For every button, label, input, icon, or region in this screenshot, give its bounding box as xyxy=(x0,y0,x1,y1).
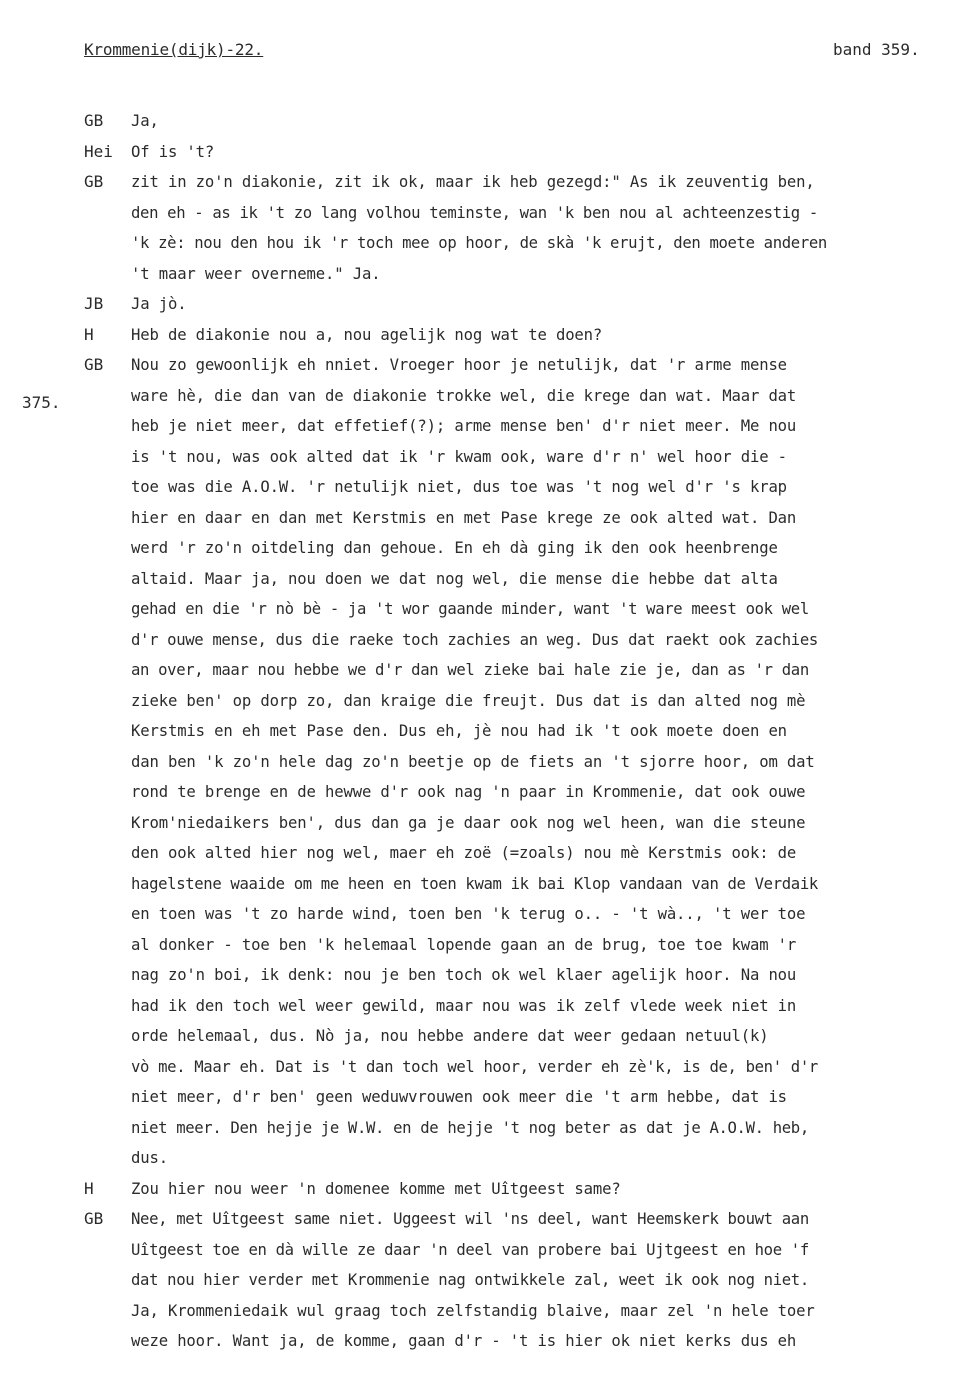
text-line: 't maar weer overneme." Ja. xyxy=(131,264,381,283)
text-line: dat nou hier verder met Krommenie nag ontwikkele zal, weet ik ook nog niet. xyxy=(131,1271,809,1289)
utterance-text xyxy=(131,106,954,137)
margin-counter-note: 375. xyxy=(22,393,61,412)
page-header-title: Krommenie(dijk)-22. xyxy=(84,40,264,59)
text-line: is 't nou, was ook alted dat ik 'r kwam ook, ware d'r n' wel hoor die - xyxy=(131,447,787,466)
text-line: heb je niet meer, dat effetief(?); arme mense ben' d'r niet meer. Me nou xyxy=(131,417,797,435)
speaker-label: H xyxy=(84,1178,94,1198)
text-line: werd 'r zo'n oitdeling dan gehoue. En eh dà ging ik den ook heenbrenge xyxy=(131,539,778,557)
text-line: Nou zo gewoonlijk eh nniet. Vroeger hoor je netulijk, dat 'r arme mense xyxy=(131,356,787,374)
text-line: Ja jò. xyxy=(131,295,187,313)
transcript-body xyxy=(84,106,954,1357)
text-line: Uîtgeest toe en dà wille ze daar 'n deel van probere bai Ujtgeest en hoe 'f xyxy=(131,1240,809,1259)
text-line: zieke ben' op dorp zo, dan kraige die freujt. Dus dat is dan alted nog mè xyxy=(131,691,806,710)
text-line: dan ben 'k zo'n hele dag zo'n beetje op de fiets an 't sjorre hoor, om dat xyxy=(131,752,815,771)
dialogue-turn xyxy=(84,289,954,320)
speaker-label: JB xyxy=(84,294,104,313)
text-line: toe was die A.O.W. 'r netulijk niet, dus toe was 't nog wel d'r 's krap xyxy=(131,478,787,496)
text-line: gehad en die 'r nò bè - ja 't wor gaande minder, want 't ware meest ook wel xyxy=(131,600,809,618)
speaker-label: GB xyxy=(84,1209,104,1228)
text-line: hagelstene waaide om me heen en toen kwam ik bai Klop vandaan van de Verdaik xyxy=(131,874,818,893)
utterance-text xyxy=(131,289,954,320)
dialogue-turn xyxy=(84,1174,954,1205)
band-number: band 359. xyxy=(833,40,920,59)
text-line: en toen was 't zo harde wind, toen ben 'k terug o.. - 't wà.., 't wer toe xyxy=(131,905,806,923)
dialogue-turn xyxy=(84,137,954,168)
text-line: 'k zè: nou den hou ik 'r toch mee op hoor, de skà 'k erujt, den moete anderen xyxy=(131,234,827,252)
utterance-text xyxy=(131,137,954,168)
text-line: den eh - as ik 't zo lang volhou teminste, wan 'k ben nou al achteenzestig - xyxy=(131,203,818,222)
text-line: niet meer. Den hejje je W.W. en de hejje 't nog beter as dat je A.O.W. heb, xyxy=(131,1118,809,1137)
speaker-label: GB xyxy=(84,172,104,191)
text-line: Zou hier nou weer 'n domenee komme met Uîtgeest same? xyxy=(131,1179,621,1198)
text-line: an over, maar nou hebbe we d'r dan wel zieke bai hale zie je, dan as 'r dan xyxy=(131,661,809,679)
text-line: den ook alted hier nog wel, maer eh zoë (=zoals) nou mè Kerstmis ook: de xyxy=(131,844,797,862)
text-line: hier en daar en dan met Kerstmis en met Pase krege ze ook alted wat. Dan xyxy=(131,508,797,527)
text-line: Krom'niedaikers ben', dus dan ga je daar ook nog wel heen, wan die steune xyxy=(131,813,806,832)
text-line: ware hè, die dan van de diakonie trokke wel, die krege dan wat. Maar dat xyxy=(131,386,797,405)
speaker-label: GB xyxy=(84,111,104,130)
text-line: had ik den toch wel weer gewild, maar nou was ik zelf vlede week niet in xyxy=(131,996,797,1015)
speaker-label: H xyxy=(84,324,94,344)
utterance-text xyxy=(131,167,954,289)
text-line: Ja, Krommeniedaik wul graag toch zelfstandig blaive, maar zel 'n hele toer xyxy=(131,1301,815,1320)
speaker-label: Hei xyxy=(84,141,113,161)
text-line: weze hoor. Want ja, de komme, gaan d'r - 't is hier ok niet kerks dus eh xyxy=(131,1332,797,1350)
text-line: Of is 't? xyxy=(131,142,215,161)
text-line: Kerstmis en eh met Pase den. Dus eh, jè nou had ik 't ook moete doen en xyxy=(131,722,787,740)
text-line: rond te brenge en de hewwe d'r ook nag 'n paar in Krommenie, dat ook ouwe xyxy=(131,783,806,801)
text-line: Heb de diakonie nou a, nou agelijk nog wat te doen? xyxy=(131,325,603,344)
dialogue-turn xyxy=(84,350,954,1174)
dialogue-turn xyxy=(84,167,954,289)
text-line: altaid. Maar ja, nou doen we dat nog wel, die mense die hebbe dat alta xyxy=(131,569,778,588)
text-line: Ja, xyxy=(131,112,159,130)
text-line: vò me. Maar eh. Dat is 't dan toch wel hoor, verder eh zè'k, is de, ben' d'r xyxy=(131,1057,818,1076)
text-line: orde helemaal, dus. Nò ja, nou hebbe andere dat weer gedaan netuul(k) xyxy=(131,1027,769,1045)
text-line: dus. xyxy=(131,1149,168,1167)
utterance-text xyxy=(131,1174,954,1205)
text-line: al donker - toe ben 'k helemaal lopende gaan an de brug, toe toe kwam 'r xyxy=(131,935,797,954)
text-line: nag zo'n boi, ik denk: nou je ben toch ok wel klaer agelijk hoor. Na nou xyxy=(131,966,797,984)
text-line: Nee, met Uîtgeest same niet. Uggeest wil 'ns deel, want Heemskerk bouwt aan xyxy=(131,1210,809,1228)
utterance-text xyxy=(131,350,954,1174)
utterance-text xyxy=(131,320,954,351)
utterance-text xyxy=(131,1204,954,1357)
text-line: zit in zo'n diakonie, zit ik ok, maar ik heb gezegd:" As ik zeuventig ben, xyxy=(131,173,815,191)
speaker-label: GB xyxy=(84,355,104,374)
dialogue-turn xyxy=(84,1204,954,1357)
dialogue-turn xyxy=(84,106,954,137)
text-line: d'r ouwe mense, dus die raeke toch zachies an weg. Dus dat raekt ook zachies xyxy=(131,630,818,649)
text-line: niet meer, d'r ben' geen weduwvrouwen ook meer die 't arm hebbe, dat is xyxy=(131,1088,787,1106)
dialogue-turn xyxy=(84,320,954,351)
